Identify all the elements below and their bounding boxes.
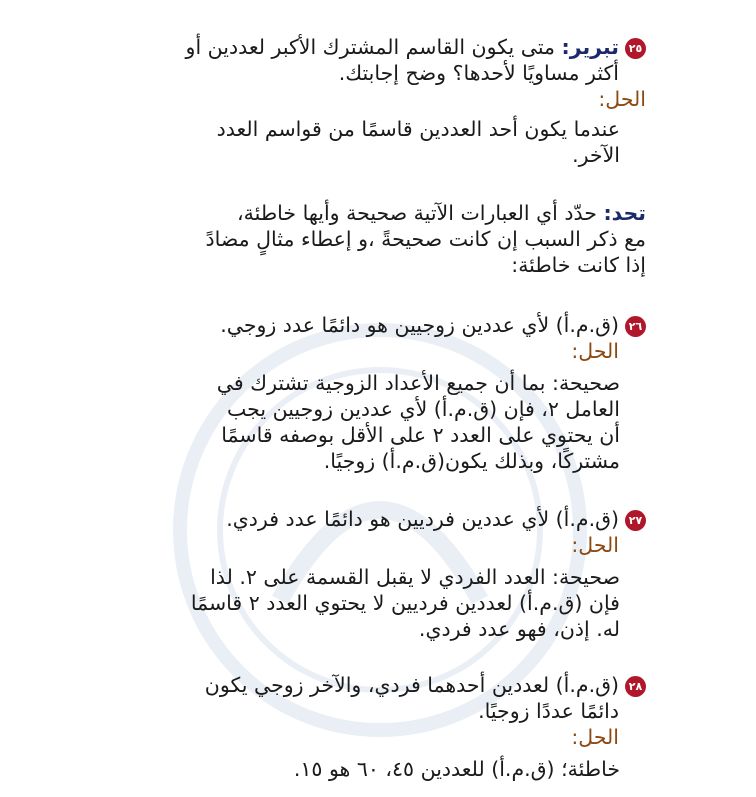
question-28 (40, 672, 646, 782)
challenge-text-line: إذا كانت خاطئة: (511, 253, 646, 277)
question-text-line: (ق.م.أ) لأي عددين زوجيين هو دائمًا عدد زوجي. (220, 313, 619, 337)
question-text-line: (ق.م.أ) لعددين أحدهما فردي، والآخر زوجي يكون (204, 673, 619, 697)
question-number-badge: ٢٧ (625, 510, 646, 531)
challenge-text-line: مع ذكر السبب إن كانت صحيحةً ،و إعطاء مثالٍ مضادً (205, 227, 646, 251)
answer-line: مشتركًا، وبذلك يكون(ق.م.أ) زوجيًا. (323, 449, 620, 473)
solution-label: الحل: (571, 339, 619, 363)
answer-line: عندما يكون أحد العددين قاسمًا من قواسم العدد (216, 117, 620, 141)
answer-line: له. إذن، فهو عدد فردي. (418, 617, 620, 641)
answer-line: خاطئة؛ (ق.م.أ) للعددين ٤٥، ٦٠ هو ١٥. (293, 757, 620, 781)
question-text-line: (ق.م.أ) لأي عددين فرديين هو دائمًا عدد فردي. (226, 507, 619, 531)
solution-label: الحل: (571, 725, 619, 749)
question-text-line: أكثر مساويًا لأحدها؟ وضح إجابتك. (338, 61, 619, 85)
keyword-challenge: تحد: (603, 201, 646, 225)
question-number-badge: ٢٥ (625, 38, 646, 59)
question-number-badge: ٢٨ (625, 676, 646, 697)
answer-line: فإن (ق.م.أ) لعددين فرديين لا يحتوي العدد ٢ قاسمًا (190, 591, 620, 615)
answer-line: العامل ٢، فإن (ق.م.أ) لأي عددين زوجيين يجب (227, 397, 620, 421)
question-25 (40, 34, 646, 168)
question-26 (40, 312, 646, 474)
question-text-line: متى يكون القاسم المشترك الأكبر لعددين أو (185, 35, 555, 59)
question-text-line: دائمًا عددًا زوجيًا. (478, 699, 619, 723)
answer-line: أن يحتوي على العدد ٢ على الأقل بوصفه قاسمًا (221, 423, 620, 447)
challenge-intro (40, 200, 646, 278)
solution-label: الحل: (571, 533, 619, 557)
answer-line: صحيحة: العدد الفردي لا يقبل القسمة على ٢. لذا (210, 565, 620, 589)
keyword-justify: تبرير: (561, 35, 619, 59)
question-27 (40, 506, 646, 642)
solution-label: الحل: (598, 87, 646, 111)
answer-line: الآخر. (572, 143, 620, 167)
answer-line: صحيحة: بما أن جميع الأعداد الزوجية تشترك في (216, 371, 620, 395)
question-number-badge: ٢٦ (625, 316, 646, 337)
challenge-text-line: حدّد أي العبارات الآتية صحيحة وأيها خاطئة، (237, 201, 597, 225)
